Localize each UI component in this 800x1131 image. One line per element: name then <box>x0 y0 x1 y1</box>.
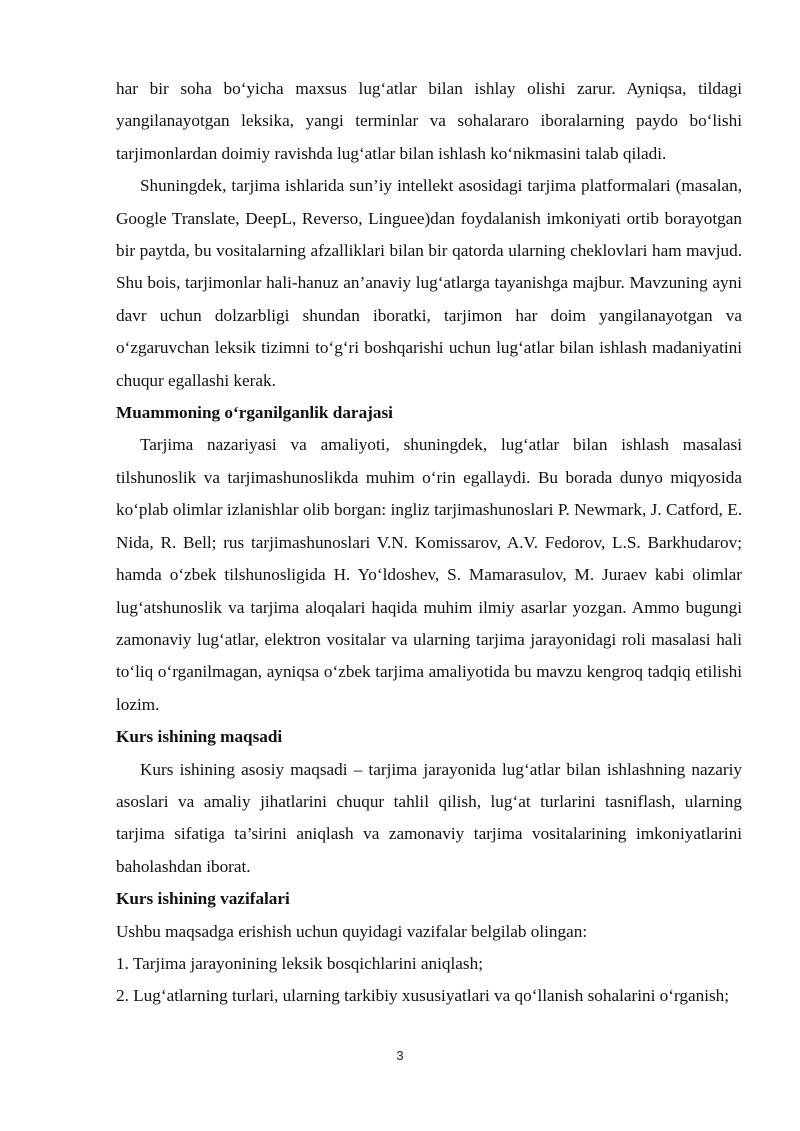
paragraph-intro-continuation: har bir soha bo‘yicha maxsus lug‘atlar bilan ishlay olishi zarur. Ayniqsa, tildagi yangilanayotgan leksika, yangi terminlar va sohalararo iboralarning paydo bo‘lishi tarjimonlardan doimiy ravishda lug‘atlar bilan ishlash ko‘nikmasini talab qiladi. <box>116 79 742 163</box>
list-item-task-2: 2. Lug‘atlarning turlari, ularning tarkibiy xususiyatlari va qo‘llanish sohalarini o‘rganish; <box>116 986 730 1006</box>
heading-research-degree: Muammoning o‘rganilganlik darajasi <box>116 403 393 423</box>
paragraph-course-goal: Kurs ishining asosiy maqsadi – tarjima jarayonida lug‘atlar bilan ishlashning nazariy asoslari va amaliy jihatlarini chuqur tahlil qilish, lug‘at turlarini tasniflash, ularning tarjima sifatiga ta’sirini aniqlash va zamonaviy tarjima vositalarining imkoniyatlarini baholashdan iborat. <box>116 759 742 876</box>
heading-course-tasks: Kurs ishining vazifalari <box>116 889 290 909</box>
paragraph-research-degree: Tarjima nazariyasi va amaliyoti, shuningdek, lug‘atlar bilan ishlash masalasi tilshunoslik va tarjimashunoslikda muhim o‘rin egallaydi. Bu borada dunyo miqyosida ko‘plab olimlar izlanishlar olib borgan: ingliz tarjimashunoslari P. Newmark, J. Catford, E. Nida, R. Bell; rus tarjimashunoslari V.N. Komissarov, A.V. Fedorov, L.S. Barkhudarov; hamda o‘zbek tilshunosligida H. Yo‘ldoshev, S. Mamarasulov, M. Juraev kabi olimlar lug‘atshunoslik va tarjima aloqalari haqida muhim ilmiy asarlar yozgan. Ammo bugungi zamonaviy lug‘atlar, elektron vositalar va ularning tarjima jarayonidagi roli masalasi hali to‘liq o‘rganilmagan, ayniqsa o‘zbek tarjima amaliyotida bu mavzu kengroq tadqiq etilishi lozim. <box>116 435 742 714</box>
paragraph-ai-tools: Shuningdek, tarjima ishlarida sun’iy intellekt asosidagi tarjima platformalari (masalan, Google Translate, DeepL, Reverso, Linguee)dan foydalanish imkoniyati ortib borayotgan bir paytda, bu vositalarning afzalliklari bilan bir qatorda ularning cheklovlari ham mavjud. Shu bois, tarjimonlar hali-hanuz an’anaviy lug‘atlarga tayanishga majbur. Mavzuning ayni davr uchun dolzarbligi shundan iboratki, tarjimon har doim yangilanayotgan va o‘zgaruvchan leksik tizimni to‘g‘ri boshqarishi uchun lug‘atlar bilan ishlash madaniyatini chuqur egallashi kerak. <box>116 176 742 390</box>
list-item-task-1: 1. Tarjima jarayonining leksik bosqichlarini aniqlash; <box>116 953 483 973</box>
heading-course-goal: Kurs ishining maqsadi <box>116 727 283 747</box>
page-number: 3 <box>396 1048 404 1063</box>
page-body <box>116 73 742 1013</box>
paragraph-tasks-intro: Ushbu maqsadga erishish uchun quyidagi vazifalar belgilab olingan: <box>116 921 588 941</box>
